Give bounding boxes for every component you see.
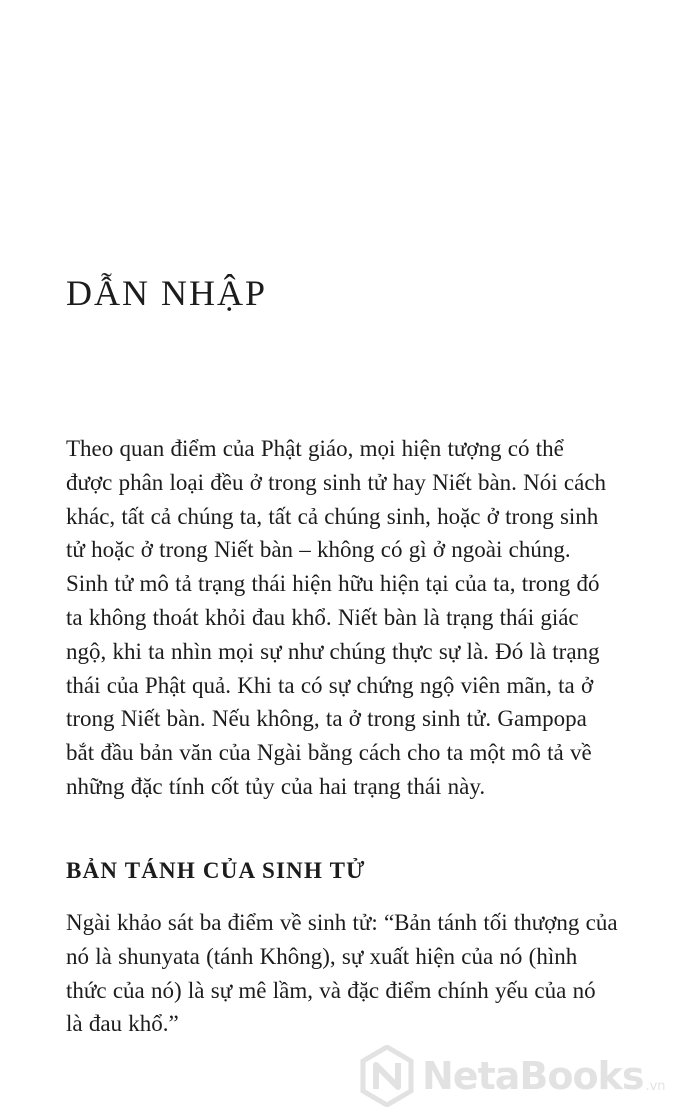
- intro-line: Sinh tử mô tả trạng thái hiện hữu hiện tại của ta, trong đó: [66, 571, 600, 597]
- watermark-brand: NetaBooks: [422, 1054, 644, 1098]
- intro-line: tử hoặc ở trong Niết bàn – không có gì ở ngoài chúng.: [66, 537, 571, 563]
- chapter-title: DẪN NHẬP: [66, 273, 268, 313]
- section-line: thức của nó) là sự mê lầm, và đặc điểm chính yếu của nó: [66, 977, 596, 1003]
- intro-line: bắt đầu bản văn của Ngài bằng cách cho ta một mô tả về: [66, 740, 592, 766]
- section-heading: BẢN TÁNH CỦA SINH TỬ: [66, 858, 366, 883]
- netabooks-logo-icon: [360, 1045, 414, 1107]
- intro-paragraph: [66, 432, 682, 804]
- intro-line: khác, tất cả chúng ta, tất cả chúng sinh, hoặc ở trong sinh: [66, 503, 599, 529]
- intro-line: thái của Phật quả. Khi ta có sự chứng ngộ viên mãn, ta ở: [66, 672, 594, 698]
- section-line: Ngài khảo sát ba điểm về sinh tử: “Bản tánh tối thượng của: [66, 910, 618, 935]
- section-paragraph: [66, 906, 682, 1041]
- section-line: là đau khổ.”: [66, 1011, 179, 1037]
- intro-line: ta không thoát khỏi đau khổ. Niết bàn là trạng thái giác: [66, 604, 579, 630]
- intro-line: những đặc tính cốt tủy của hai trạng thái này.: [66, 773, 486, 799]
- intro-line: được phân loại đều ở trong sinh tử hay Niết bàn. Nói cách: [66, 469, 607, 495]
- section-line: nó là shunyata (tánh Không), sự xuất hiện của nó (hình: [66, 943, 578, 969]
- watermark: [360, 1040, 696, 1112]
- intro-line: Theo quan điểm của Phật giáo, mọi hiện tượng có thể: [66, 436, 564, 461]
- intro-line: trong Niết bàn. Nếu không, ta ở trong sinh tử. Gampopa: [66, 706, 587, 732]
- intro-line: ngộ, khi ta nhìn mọi sự như chúng thực sự là. Đó là trạng: [66, 638, 600, 664]
- watermark-suffix: .vn: [645, 1079, 666, 1094]
